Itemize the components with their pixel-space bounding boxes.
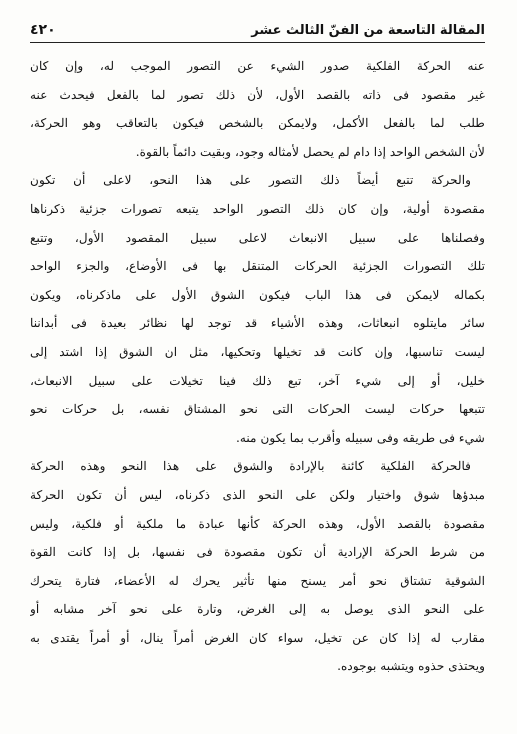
text-line: فالحركة الفلكية كائنة بالإرادة والشوق على هذا النحو وهذه الحركة [30, 459, 471, 474]
text-line: ويحتذى حذوه ويتشبه بوجوده. [337, 659, 485, 674]
text-line: وفصلناها على سبيل الانبعاث لاعلى سبيل المقصود الأول، وتتبع [30, 230, 485, 245]
text-line: عنه الحركة الفلكية صدور الشيء عن التصور الموجب له، وإن كان [30, 59, 485, 73]
text-line: مقصودة أولية، وإن كان ذلك التصور الواحد يتبعه تصورات جزئية ذكرناها [30, 201, 485, 216]
text-line: الشوقية تشتاق نحو أمر يسنح منها تأثير يحرك له الأعضاء، فتارة يتحرك [30, 573, 485, 588]
text-line: تتبعها حركات ليست الحركات التى نحو المشتاق نفسه، بل حركات نحو [30, 402, 485, 417]
text-line: على النحو الذى يوصل به إلى الغرض، وتارة على نحو آخر مشابه أو [30, 602, 485, 617]
text-line: مقصودة بالقصد الأول، وهذه الحركة كأنها عبادة ما ملكية أو فلكية، وليس [30, 516, 485, 531]
text-line: لأن الشخص الواحد إذا دام لم يحصل لأمثاله وجود، وبقيت دائماً بالقوة. [135, 144, 485, 159]
text-line: مقارب له إذا كان عن تخيل، سواء كان الغرض أمراً ينال، أو أمراً يقتدى به [30, 630, 485, 645]
text-line: خليل، أو إلى شيء آخر، تبع ذلك فينا تخيلات على سبيل الانبعاث، [30, 373, 485, 388]
paragraph [30, 166, 485, 452]
text-line: غير مقصود فى ذاته بالقصد الأول، لأن ذلك تصور لما بالفعل فيحدث عنه [30, 87, 485, 102]
text-line: طلب لما بالفعل الأكمل، ولايمكن بالشخص فيكون بالتعاقب وهو الحركة، [30, 116, 485, 131]
text-line: سائر مايتلوه انبعاثات، وهذه الأشياء قد توجد لها نظائر بعيدة فى أبداننا [30, 316, 485, 331]
text-line: من شرط الحركة الإرادية أن تكون مقصودة فى نفسها، بل إذا كانت القوة [30, 545, 485, 560]
text-line: تلك التصورات الجزئية الحركات المتنقل بها فى الأوضاع، والجزء الواحد [30, 259, 485, 274]
paragraph [30, 452, 485, 681]
text-line: والحركة تتبع أيضاً ذلك التصور على هذا النحو، لاعلى أن تكون [30, 173, 471, 188]
text-line: بكماله لايمكن فى هذا الباب فيكون الشوق الأول على ماذكرناه، ويكون [30, 287, 485, 302]
text-line: ليست تناسبها، وإن كانت قد تخيلها وتحكيها، مثل ان الشوق إذا اشتد إلى [30, 344, 485, 359]
body-text [30, 52, 485, 681]
running-title: المقالة التاسعة من الفنّ الثالث عشر [251, 23, 485, 38]
page-number: ٤٢٠ [30, 22, 56, 38]
page-header [30, 12, 485, 38]
paragraph [30, 52, 485, 166]
header-rule [30, 42, 485, 43]
text-line: شيء فى طريقه وفى سبيله وأقرب بما يكون منه. [235, 430, 485, 445]
text-line: مبدؤها شوق واختيار ولكن على النحو الذى ذكرناه، ليس أن تكون الحركة [30, 487, 485, 502]
